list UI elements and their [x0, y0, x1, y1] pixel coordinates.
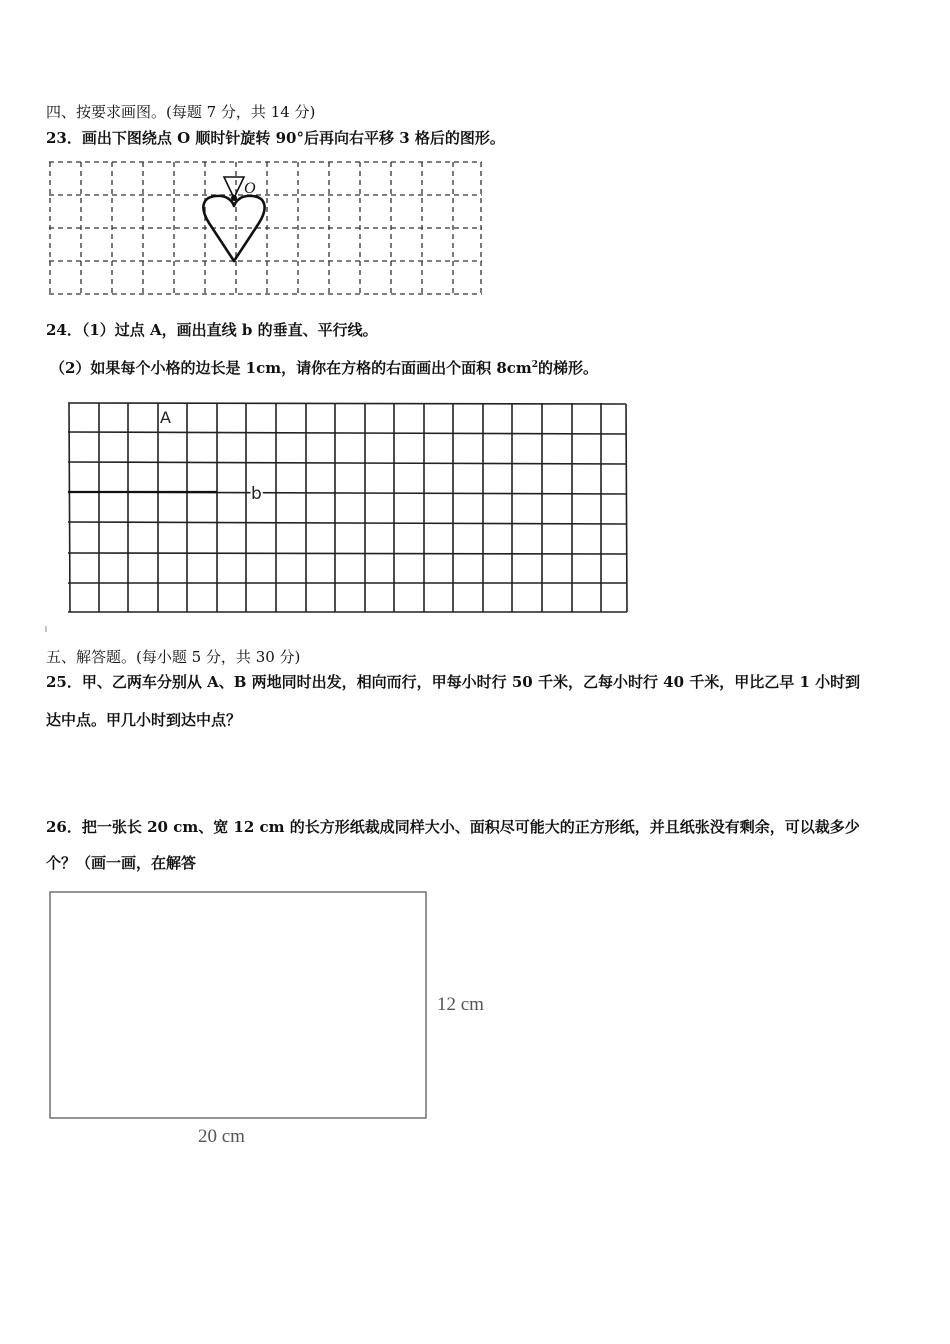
- point-a-label: A: [160, 408, 171, 427]
- line-b-label: b: [251, 484, 262, 504]
- q24-part2-superscript: 2: [531, 360, 539, 370]
- section-5-heading: 五、解答题。(每小题 5 分，共 30 分): [46, 648, 301, 666]
- q26-rectangle: [49, 891, 429, 1121]
- q24-square-grid: [44, 398, 634, 634]
- question-25-line1: 25．甲、乙两车分别从 A、B 两地同时出发，相向而行，甲每小时行 50 千米，乙每小时行 40 千米，甲比乙早 1 小时到: [46, 673, 861, 691]
- q24-part2-prefix: （2）如果每个小格的边长是 1cm，请你在方格的右面画出个面积 8cm: [50, 359, 532, 377]
- question-25-line2: 达中点。甲几小时到达中点？: [46, 711, 242, 729]
- question-26-line2: 个？（画一画，在解答: [46, 854, 197, 872]
- question-24-part1: 24．（1）过点 A，画出直线 b 的垂直、平行线。: [46, 321, 378, 339]
- point-o: [231, 195, 237, 201]
- q24-part2-suffix: 的梯形。: [538, 359, 599, 377]
- point-o-label: O: [244, 180, 256, 197]
- question-26-line1: 26．把一张长 20 cm、宽 12 cm 的长方形纸裁成同样大小、面积尽可能大的正方形纸，并且纸张没有剩余，可以裁多少: [46, 818, 860, 836]
- question-23-text: 23．画出下图绕点 O 顺时针旋转 90°后再向右平移 3 格后的图形。: [46, 129, 505, 147]
- section-4-heading: 四、按要求画图。(每题 7 分，共 14 分): [46, 103, 316, 121]
- question-24-part2: [50, 355, 598, 378]
- rectangle-width-label: 20 cm: [198, 1126, 245, 1147]
- rectangle-height-label: 12 cm: [437, 994, 484, 1015]
- q23-dashed-grid: [48, 160, 484, 296]
